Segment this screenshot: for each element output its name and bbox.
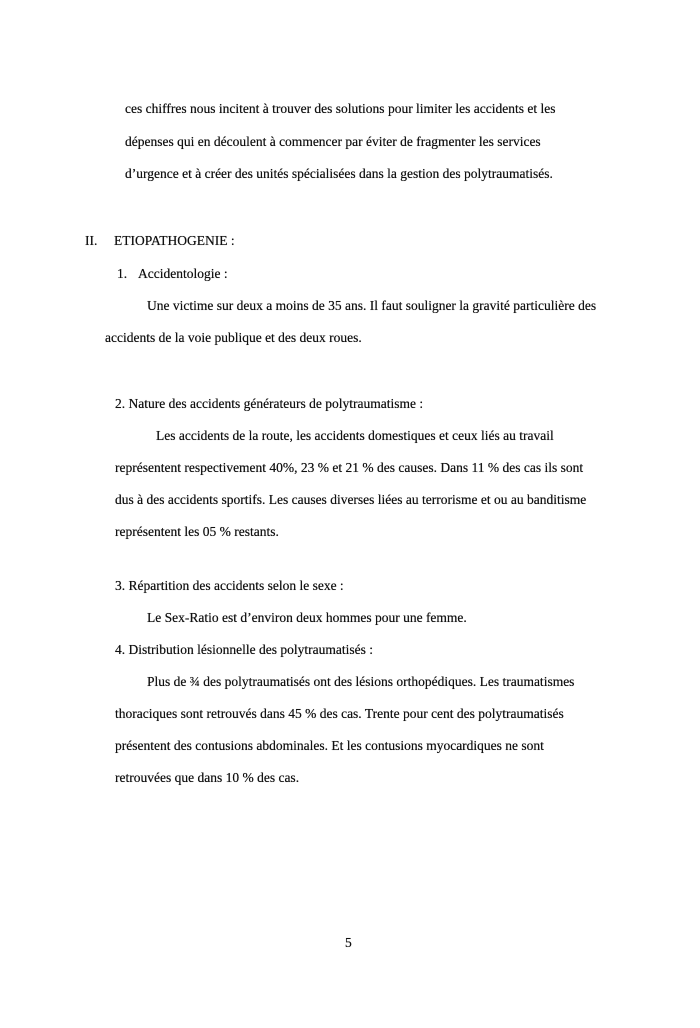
text-line: retrouvées que dans 10 % des cas. bbox=[115, 770, 300, 785]
subsection-number: 1. bbox=[117, 266, 128, 281]
subsection-heading: 2. Nature des accidents générateurs de polytraumatisme : bbox=[115, 396, 424, 411]
text-line: représentent les 05 % restants. bbox=[115, 524, 279, 539]
section-title: ETIOPATHOGENIE : bbox=[114, 233, 235, 248]
subsection-heading: 4. Distribution lésionnelle des polytraumatisés : bbox=[115, 642, 373, 657]
text-line: thoraciques sont retrouvés dans 45 % des cas. Trente pour cent des polytraumatisés bbox=[115, 706, 564, 721]
text-line: dus à des accidents sportifs. Les causes diverses liées au terrorisme et ou au banditisme bbox=[115, 492, 587, 507]
text-line: présentent des contusions abdominales. Et les contusions myocardiques ne sont bbox=[115, 738, 544, 753]
subsection-title: Accidentologie : bbox=[138, 266, 228, 281]
text-line: Une victime sur deux a moins de 35 ans. Il faut souligner la gravité particulière des bbox=[147, 298, 597, 313]
text-line: d’urgence et à créer des unités spécialisées dans la gestion des polytraumatisés. bbox=[125, 166, 553, 181]
subsection-heading bbox=[117, 266, 228, 282]
subsection-heading: 3. Répartition des accidents selon le sexe : bbox=[115, 578, 344, 593]
text-line: dépenses qui en découlent à commencer par éviter de fragmenter les services bbox=[125, 134, 541, 149]
text-line: ces chiffres nous incitent à trouver des solutions pour limiter les accidents et les bbox=[125, 101, 556, 116]
text-line: représentent respectivement 40%, 23 % et 21 % des causes. Dans 11 % des cas ils sont bbox=[115, 460, 584, 475]
text-line: Plus de ¾ des polytraumatisés ont des lésions orthopédiques. Les traumatismes bbox=[147, 674, 575, 689]
page-number: 5 bbox=[345, 935, 352, 950]
text-line: Les accidents de la route, les accidents domestiques et ceux liés au travail bbox=[156, 428, 554, 443]
text-line: Le Sex-Ratio est d’environ deux hommes pour une femme. bbox=[147, 610, 467, 625]
section-heading bbox=[85, 233, 235, 249]
section-number: II. bbox=[85, 233, 98, 248]
text-line: accidents de la voie publique et des deux roues. bbox=[105, 330, 362, 345]
